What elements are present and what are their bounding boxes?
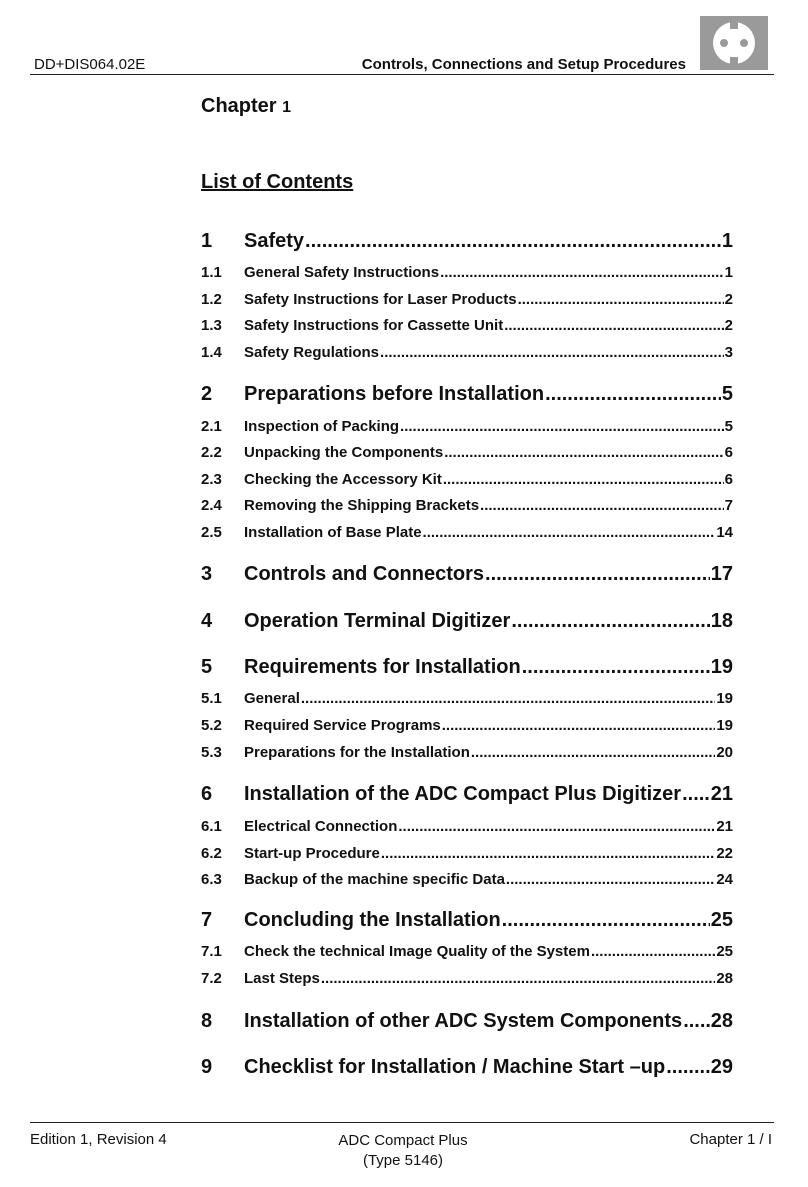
- toc-entry-page: 21: [710, 783, 733, 805]
- toc-entry-leader: [423, 524, 716, 541]
- toc-entry-number: 2.3: [201, 471, 222, 488]
- toc-entry[interactable]: [201, 909, 733, 932]
- toc-entry-number: 4: [201, 610, 213, 632]
- toc-entry[interactable]: [201, 1010, 733, 1033]
- toc-entry-page: 25: [716, 943, 733, 960]
- toc-entry-number: 6.2: [201, 845, 222, 862]
- toc-entry-title: Installation of Base Plate: [244, 524, 422, 541]
- toc-entry-title: Check the technical Image Quality of the System: [244, 943, 590, 960]
- toc-entry[interactable]: [201, 471, 733, 488]
- toc-entry-leader: [444, 444, 723, 461]
- toc-entry-title: General: [244, 690, 300, 707]
- toc-entry[interactable]: [201, 444, 733, 461]
- toc-entry-title: Unpacking the Components: [244, 444, 444, 461]
- toc-entry-number: 3: [201, 563, 213, 585]
- toc-entry-page: 28: [710, 1010, 733, 1032]
- toc-entry-number: 7.2: [201, 970, 222, 987]
- toc-entry-leader: [381, 845, 715, 862]
- toc-entry-title: Preparations for the Installation: [244, 744, 470, 761]
- toc-entry-number: 9: [201, 1056, 213, 1078]
- toc-entry-number: 5.1: [201, 690, 222, 707]
- footer-product: [300, 1131, 506, 1171]
- toc-entry-leader: [480, 497, 724, 514]
- toc-entry-page: 1: [721, 230, 733, 252]
- toc-entry-leader: [301, 690, 715, 707]
- footer-edition: Edition 1, Revision 4: [30, 1131, 167, 1148]
- footer-divider: [30, 1122, 774, 1123]
- toc-entry[interactable]: [201, 943, 733, 960]
- toc-entry-leader: [440, 264, 724, 281]
- toc-entry-leader: [305, 230, 721, 253]
- toc-entry-title: General Safety Instructions: [244, 264, 440, 281]
- header-title: Controls, Connections and Setup Procedures: [361, 56, 686, 73]
- toc-entry-title: Preparations before Installation: [244, 383, 545, 405]
- toc-entry-title: Requirements for Installation: [244, 656, 521, 678]
- toc-entry[interactable]: [201, 656, 733, 679]
- plug-socket-icon: [700, 16, 768, 70]
- footer-chapter-page: Chapter 1 / I: [689, 1131, 772, 1148]
- chapter-number: 1: [282, 99, 292, 116]
- toc-entry-number: 1.1: [201, 264, 222, 281]
- toc-entry-number: 5.2: [201, 717, 222, 734]
- toc-entry[interactable]: [201, 744, 733, 761]
- toc-entry-leader: [400, 418, 724, 435]
- toc-entry-title: Controls and Connectors: [244, 563, 485, 585]
- toc-entry-title: Safety: [244, 230, 305, 252]
- toc-entry-page: 2: [724, 291, 733, 308]
- toc-entry[interactable]: [201, 497, 733, 514]
- toc-entry-number: 6.1: [201, 818, 222, 835]
- toc-entry-title: Checking the Accessory Kit: [244, 471, 442, 488]
- toc-entry-page: 6: [724, 471, 733, 488]
- toc-entry-title: Electrical Connection: [244, 818, 398, 835]
- toc-entry-number: 6: [201, 783, 213, 805]
- toc-title: List of Contents: [201, 171, 354, 193]
- toc-entry-leader: [442, 717, 716, 734]
- toc-entry-number: 1.3: [201, 317, 222, 334]
- toc-entry[interactable]: [201, 291, 733, 308]
- toc-entry-leader: [522, 656, 710, 679]
- toc-entry-leader: [506, 871, 715, 888]
- toc-entry-leader: [380, 344, 724, 361]
- toc-entry-title: Installation of the ADC Compact Plus Digitizer: [244, 783, 682, 805]
- toc-entry[interactable]: [201, 1056, 733, 1079]
- toc-entry-title: Installation of other ADC System Components: [244, 1010, 683, 1032]
- toc-entry-page: 24: [716, 871, 733, 888]
- toc-entry-title: Last Steps: [244, 970, 320, 987]
- footer-product-type: (Type 5146): [362, 1152, 444, 1169]
- toc-entry-title: Safety Instructions for Cassette Unit: [244, 317, 504, 334]
- toc-entry-number: 1.4: [201, 344, 222, 361]
- toc-entry[interactable]: [201, 524, 733, 541]
- toc-entry[interactable]: [201, 818, 733, 835]
- toc-entry-number: 2.1: [201, 418, 222, 435]
- chapter-label: Chapter: [201, 95, 277, 117]
- toc-entry-number: 2.5: [201, 524, 222, 541]
- toc-entry[interactable]: [201, 970, 733, 987]
- toc-entry-number: 1: [201, 230, 213, 252]
- toc-entry-page: 5: [724, 418, 733, 435]
- toc-entry[interactable]: [201, 317, 733, 334]
- toc-entry-page: 22: [716, 845, 733, 862]
- toc-entry[interactable]: [201, 563, 733, 586]
- toc-entry-title: Safety Instructions for Laser Products: [244, 291, 517, 308]
- toc-entry-page: 28: [716, 970, 733, 987]
- toc-entry-page: 2: [724, 317, 733, 334]
- chapter-heading: [201, 95, 291, 118]
- toc-entry[interactable]: [201, 383, 733, 406]
- toc-entry-leader: [321, 970, 715, 987]
- toc-entry-leader: [683, 1010, 710, 1033]
- toc-entry[interactable]: [201, 783, 733, 806]
- toc-entry-number: 5.3: [201, 744, 222, 761]
- toc-entry[interactable]: [201, 264, 733, 281]
- toc-entry-page: 1: [724, 264, 733, 281]
- toc-entry-title: Required Service Programs: [244, 717, 441, 734]
- toc-entry-title: Start-up Procedure: [244, 845, 380, 862]
- toc-entry-leader: [443, 471, 724, 488]
- toc-entry-leader: [682, 783, 710, 806]
- toc-entry-title: Inspection of Packing: [244, 418, 400, 435]
- toc-entry[interactable]: [201, 610, 733, 633]
- toc-entry-title: Operation Terminal Digitizer: [244, 610, 511, 632]
- toc-entry-number: 5: [201, 656, 213, 678]
- toc-entry-title: Removing the Shipping Brackets: [244, 497, 480, 514]
- toc-entry[interactable]: [201, 871, 733, 888]
- toc-entry-leader: [545, 383, 721, 406]
- toc-entry-leader: [591, 943, 715, 960]
- toc-entry-number: 2.2: [201, 444, 222, 461]
- toc-entry-page: 17: [710, 563, 733, 585]
- toc-entry-leader: [504, 317, 723, 334]
- toc-entry-page: 14: [716, 524, 733, 541]
- toc-entry-leader: [511, 610, 709, 633]
- toc-entry-page: 21: [716, 818, 733, 835]
- toc-entry-title: Checklist for Installation / Machine Start –up: [244, 1056, 666, 1078]
- toc-entry-number: 1.2: [201, 291, 222, 308]
- toc-entry-page: 3: [724, 344, 733, 361]
- toc-entry-leader: [666, 1056, 710, 1079]
- toc-entry-page: 6: [724, 444, 733, 461]
- toc-entry-page: 18: [710, 610, 733, 632]
- toc-entry[interactable]: [201, 418, 733, 435]
- toc-entry-leader: [398, 818, 715, 835]
- toc-entry[interactable]: [201, 845, 733, 862]
- toc-entry-leader: [485, 563, 710, 586]
- toc-entry-number: 6.3: [201, 871, 222, 888]
- toc-entry-number: 7: [201, 909, 213, 931]
- toc-entry-leader: [502, 909, 710, 932]
- toc-entry-title: Safety Regulations: [244, 344, 380, 361]
- document-id: DD+DIS064.02E: [34, 56, 146, 73]
- toc-entry-number: 8: [201, 1010, 213, 1032]
- toc-entry-page: 19: [716, 717, 733, 734]
- toc-entry[interactable]: [201, 690, 733, 707]
- toc-entry[interactable]: [201, 230, 733, 253]
- header-divider: [30, 74, 774, 75]
- toc-entry[interactable]: [201, 344, 733, 361]
- toc-entry-page: 19: [716, 690, 733, 707]
- toc-entry-page: 19: [710, 656, 733, 678]
- toc-entry-title: Backup of the machine specific Data: [244, 871, 505, 888]
- toc-entry-page: 29: [710, 1056, 733, 1078]
- toc-entry-page: 20: [716, 744, 733, 761]
- toc-entry-number: 7.1: [201, 943, 222, 960]
- toc-entry-number: 2: [201, 383, 213, 405]
- toc-entry-page: 5: [721, 383, 733, 405]
- toc-entry-title: Concluding the Installation: [244, 909, 501, 931]
- toc-entry-number: 2.4: [201, 497, 222, 514]
- footer-product-name: ADC Compact Plus: [338, 1132, 468, 1149]
- toc-entry-leader: [518, 291, 724, 308]
- toc-entry[interactable]: [201, 717, 733, 734]
- toc-entry-leader: [471, 744, 715, 761]
- toc-entry-page: 7: [724, 497, 733, 514]
- toc-entry-page: 25: [710, 909, 733, 931]
